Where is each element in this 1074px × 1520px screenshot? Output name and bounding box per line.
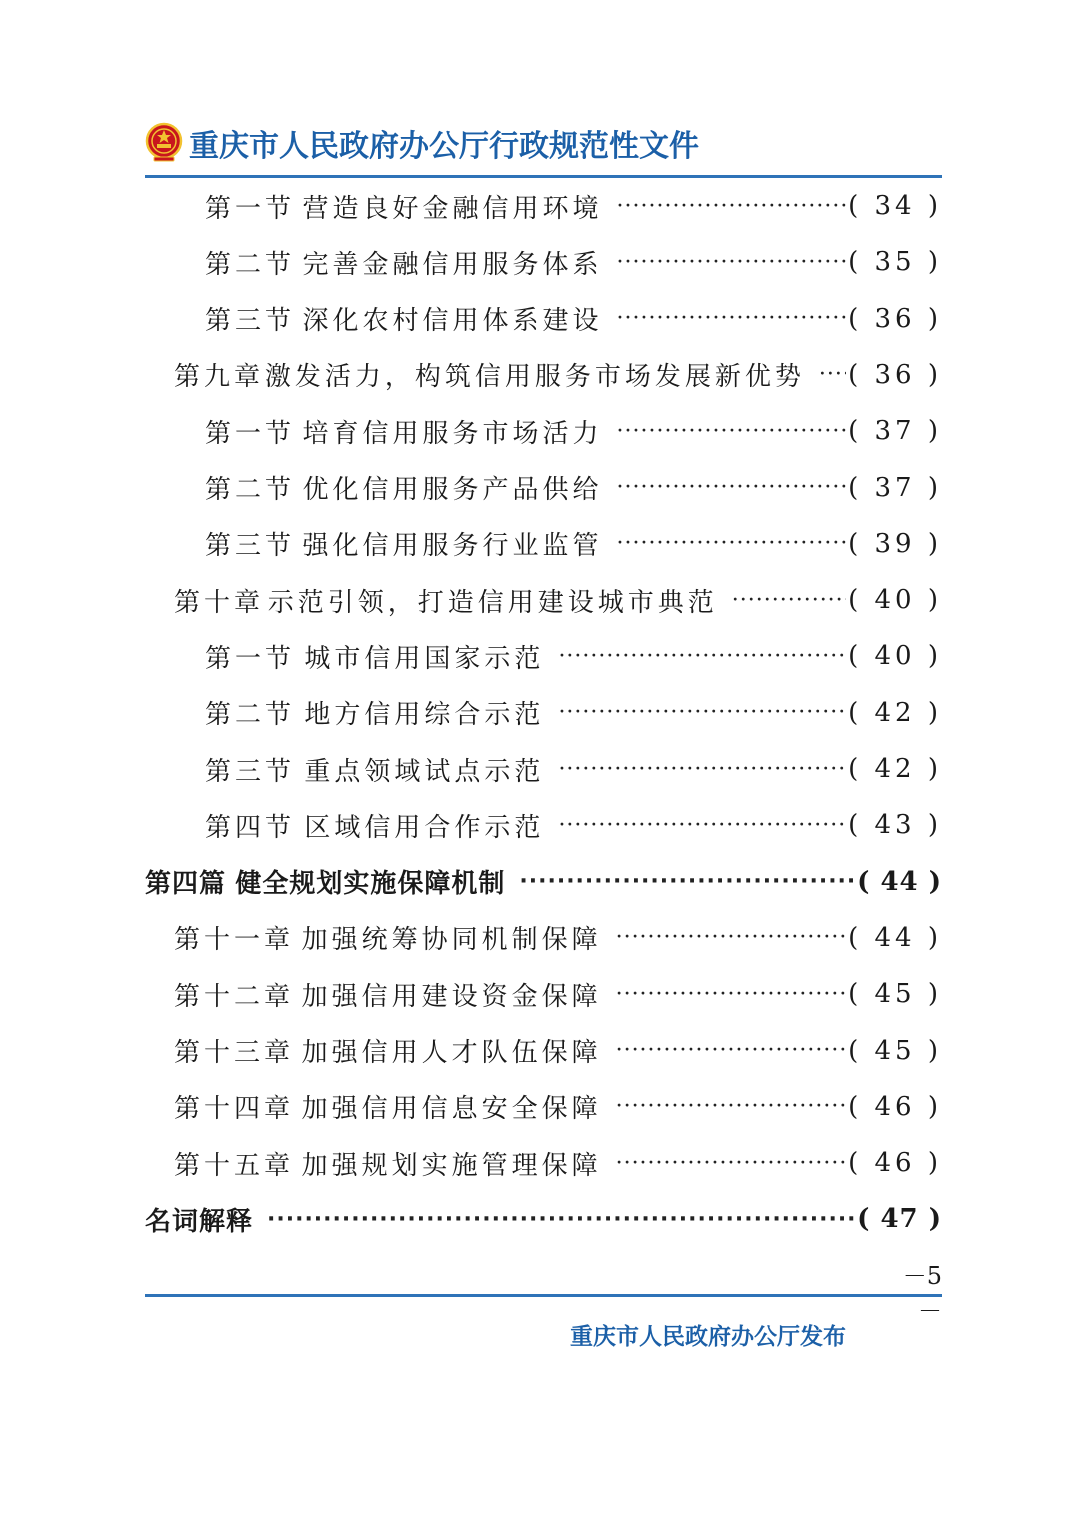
toc-leader-dots xyxy=(616,925,847,950)
toc-leader-dots xyxy=(617,419,847,444)
toc-entry-number: 第二节 xyxy=(205,700,296,731)
toc-entry-number: 第四节 xyxy=(205,812,296,843)
toc-entry-number: 第十四章 xyxy=(174,1094,295,1125)
toc-entry-title: 示范引领，打造信用建设城市典范 xyxy=(267,587,718,618)
toc-entry-number: 第十一章 xyxy=(174,925,295,956)
toc-entry-number: 第三节 xyxy=(205,306,296,337)
toc-entry-number: 第十二章 xyxy=(174,981,295,1012)
toc-leader-dots xyxy=(617,194,847,219)
national-emblem-icon xyxy=(145,122,183,164)
toc-entry-title: 激发活力，构筑信用服务市场发展新优势 xyxy=(264,362,805,393)
page-number: －5－ xyxy=(902,1262,942,1325)
toc-leader-dots xyxy=(519,869,855,894)
toc-entry-page: ( 36 ) xyxy=(848,359,942,390)
toc-entry-title: 加强信用信息安全保障 xyxy=(301,1094,602,1125)
toc-entry-title: 完善金融信用服务体系 xyxy=(302,249,603,280)
toc-entry-number: 名词解释 xyxy=(145,1206,254,1237)
toc-entry xyxy=(174,918,942,958)
toc-leader-dots xyxy=(617,250,847,275)
toc-entry-page: ( 46 ) xyxy=(848,1091,942,1122)
toc-entry-number: 第十三章 xyxy=(174,1038,295,1068)
toc-entry-title: 强化信用服务行业监管 xyxy=(302,531,603,562)
toc-entry-number: 第四篇 xyxy=(145,869,227,900)
toc-entry-page: ( 36 ) xyxy=(848,303,942,334)
toc-entry xyxy=(205,186,942,226)
toc-entry-page: ( 37 ) xyxy=(848,416,942,447)
toc-leader-dots xyxy=(732,588,846,613)
toc-entry-page: ( 47 ) xyxy=(857,1204,942,1235)
toc-entry-number: 第三节 xyxy=(205,531,296,562)
toc-leader-dots xyxy=(819,362,846,387)
footer-divider xyxy=(145,1294,942,1297)
toc-entry xyxy=(205,524,942,564)
toc-entry-page: ( 34 ) xyxy=(848,191,942,221)
toc-entry-number: 第二节 xyxy=(205,475,296,505)
toc-entry xyxy=(205,468,942,508)
toc-entry-title: 健全规划实施保障机制 xyxy=(235,869,506,900)
toc-entry-page: ( 40 ) xyxy=(848,585,942,616)
toc-entry xyxy=(205,411,942,451)
toc-entry-title: 加强信用建设资金保障 xyxy=(301,981,602,1012)
toc-entry xyxy=(145,862,942,902)
toc-entry-title: 加强信用人才队伍保障 xyxy=(301,1038,602,1068)
toc-leader-dots xyxy=(617,306,847,331)
toc-entry-number: 第九章 xyxy=(174,362,265,393)
toc-leader-dots xyxy=(558,644,846,669)
toc-entry-page: ( 40 ) xyxy=(848,641,942,672)
toc-entry-number: 第二节 xyxy=(205,249,296,280)
toc-entry-title: 深化农村信用体系建设 xyxy=(302,306,603,337)
toc-entry xyxy=(174,1143,942,1183)
document-header xyxy=(145,118,699,168)
toc-leader-dots xyxy=(558,700,846,725)
toc-leader-dots xyxy=(617,531,847,556)
toc-entry-number: 第一节 xyxy=(205,643,296,674)
toc-entry xyxy=(174,974,942,1014)
toc-leader-dots xyxy=(616,1038,847,1063)
toc-entry-title: 重点领域试点示范 xyxy=(304,756,545,787)
toc-entry xyxy=(174,1031,942,1071)
toc-entry-title: 营造良好金融信用环境 xyxy=(302,193,603,224)
toc-entry xyxy=(145,1199,942,1239)
toc-entry-number: 第十章 xyxy=(174,587,265,618)
toc-leader-dots xyxy=(558,757,846,782)
toc-leader-dots xyxy=(617,475,847,500)
toc-leader-dots xyxy=(616,1094,847,1119)
toc-entry xyxy=(174,580,942,620)
toc-entry-title: 加强统筹协同机制保障 xyxy=(301,925,602,956)
toc-entry-page: ( 42 ) xyxy=(848,754,942,784)
toc-leader-dots xyxy=(616,1151,847,1176)
toc-entry-number: 第三节 xyxy=(205,756,296,787)
toc-entry-title: 培育信用服务市场活力 xyxy=(302,418,603,449)
toc-entry-page: ( 44 ) xyxy=(857,866,942,897)
toc-entry-page: ( 46 ) xyxy=(848,1148,942,1179)
header-title: 重庆市人民政府办公厅行政规范性文件 xyxy=(189,129,699,164)
toc-leader-dots xyxy=(616,982,847,1007)
toc-entry-page: ( 45 ) xyxy=(848,1035,942,1066)
toc-entry-page: ( 45 ) xyxy=(848,979,942,1010)
toc-entry-page: ( 42 ) xyxy=(848,697,942,728)
toc-entry xyxy=(174,1087,942,1127)
toc-entry xyxy=(205,299,942,339)
toc-entry xyxy=(205,805,942,845)
toc-entry-title: 加强规划实施管理保障 xyxy=(301,1150,602,1181)
toc-entry-title: 城市信用国家示范 xyxy=(304,643,545,674)
toc-entry-title: 优化信用服务产品供给 xyxy=(302,475,603,505)
toc-leader-dots xyxy=(267,1207,855,1232)
toc-entry-page: ( 37 ) xyxy=(848,472,942,503)
toc-entry xyxy=(205,749,942,789)
toc-entry-title: 区域信用合作示范 xyxy=(304,812,545,843)
toc-entry-page: ( 35 ) xyxy=(848,247,942,278)
toc-leader-dots xyxy=(558,813,846,838)
toc-entry xyxy=(205,693,942,733)
toc-entry-title: 地方信用综合示范 xyxy=(304,700,545,731)
toc-entry xyxy=(205,242,942,282)
toc-entry xyxy=(174,355,942,395)
toc-entry-page: ( 43 ) xyxy=(848,810,942,841)
toc-entry-page: ( 39 ) xyxy=(848,528,942,559)
toc-entry-number: 第十五章 xyxy=(174,1150,295,1181)
header-divider xyxy=(145,175,942,178)
toc-entry-page: ( 44 ) xyxy=(848,922,942,953)
footer-publisher: 重庆市人民政府办公厅发布 xyxy=(570,1324,846,1350)
toc-entry xyxy=(205,636,942,676)
toc-entry-number: 第一节 xyxy=(205,418,296,449)
toc-entry-number: 第一节 xyxy=(205,193,296,224)
